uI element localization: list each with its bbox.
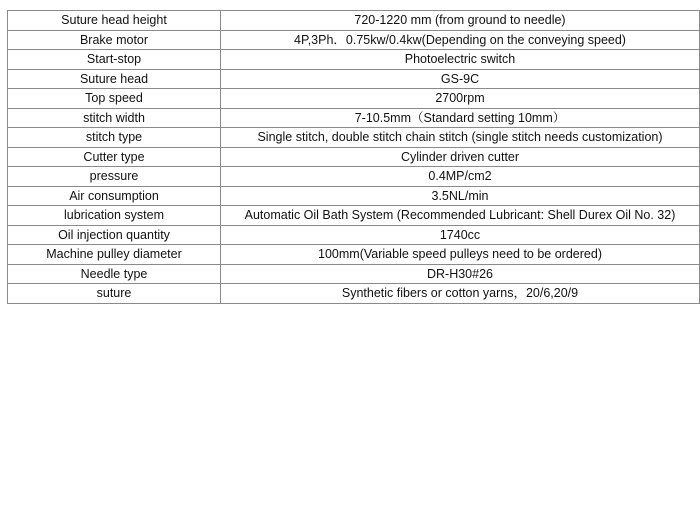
- table-row: [8, 128, 700, 148]
- table-row: [8, 245, 700, 265]
- parameter-cell: Machine pulley diameter: [8, 245, 221, 265]
- parameter-cell: pressure: [8, 167, 221, 187]
- parameter-cell: suture: [8, 284, 221, 304]
- spec-table-body: [8, 11, 700, 304]
- value-cell: Single stitch, double stitch chain stitch (single stitch needs customization): [221, 128, 700, 148]
- table-row: [8, 89, 700, 109]
- table-row: [8, 284, 700, 304]
- table-row: [8, 206, 700, 226]
- table-row: [8, 50, 700, 70]
- parameter-cell: lubrication system: [8, 206, 221, 226]
- value-cell: Cylinder driven cutter: [221, 147, 700, 167]
- parameter-cell: Top speed: [8, 89, 221, 109]
- value-cell: GS-9C: [221, 69, 700, 89]
- table-row: [8, 264, 700, 284]
- value-cell: 7-10.5mm（Standard setting 10mm）: [221, 108, 700, 128]
- table-row: [8, 108, 700, 128]
- value-cell: 0.4MP/cm2: [221, 167, 700, 187]
- table-row: [8, 167, 700, 187]
- parameter-cell: Brake motor: [8, 30, 221, 50]
- parameter-cell: Suture head height: [8, 11, 221, 31]
- value-cell: Photoelectric switch: [221, 50, 700, 70]
- parameter-cell: Suture head: [8, 69, 221, 89]
- table-row: [8, 147, 700, 167]
- value-cell: Automatic Oil Bath System (Recommended Lubricant: Shell Durex Oil No. 32): [221, 206, 700, 226]
- parameter-cell: Needle type: [8, 264, 221, 284]
- table-row: [8, 186, 700, 206]
- parameter-cell: Start-stop: [8, 50, 221, 70]
- value-cell: 720-1220 mm (from ground to needle): [221, 11, 700, 31]
- parameter-cell: Cutter type: [8, 147, 221, 167]
- value-cell: DR-H30#26: [221, 264, 700, 284]
- table-row: [8, 69, 700, 89]
- spec-table: [7, 10, 700, 304]
- value-cell: 4P,3Ph．0.75kw/0.4kw(Depending on the conveying speed): [221, 30, 700, 50]
- table-row: [8, 30, 700, 50]
- parameter-cell: stitch type: [8, 128, 221, 148]
- value-cell: 100mm(Variable speed pulleys need to be ordered): [221, 245, 700, 265]
- value-cell: 1740cc: [221, 225, 700, 245]
- value-cell: 3.5NL/min: [221, 186, 700, 206]
- parameter-cell: Oil injection quantity: [8, 225, 221, 245]
- value-cell: 2700rpm: [221, 89, 700, 109]
- value-cell: Synthetic fibers or cotton yarns，20/6,20/9: [221, 284, 700, 304]
- parameter-cell: stitch width: [8, 108, 221, 128]
- table-row: [8, 225, 700, 245]
- parameter-cell: Air consumption: [8, 186, 221, 206]
- table-row: [8, 11, 700, 31]
